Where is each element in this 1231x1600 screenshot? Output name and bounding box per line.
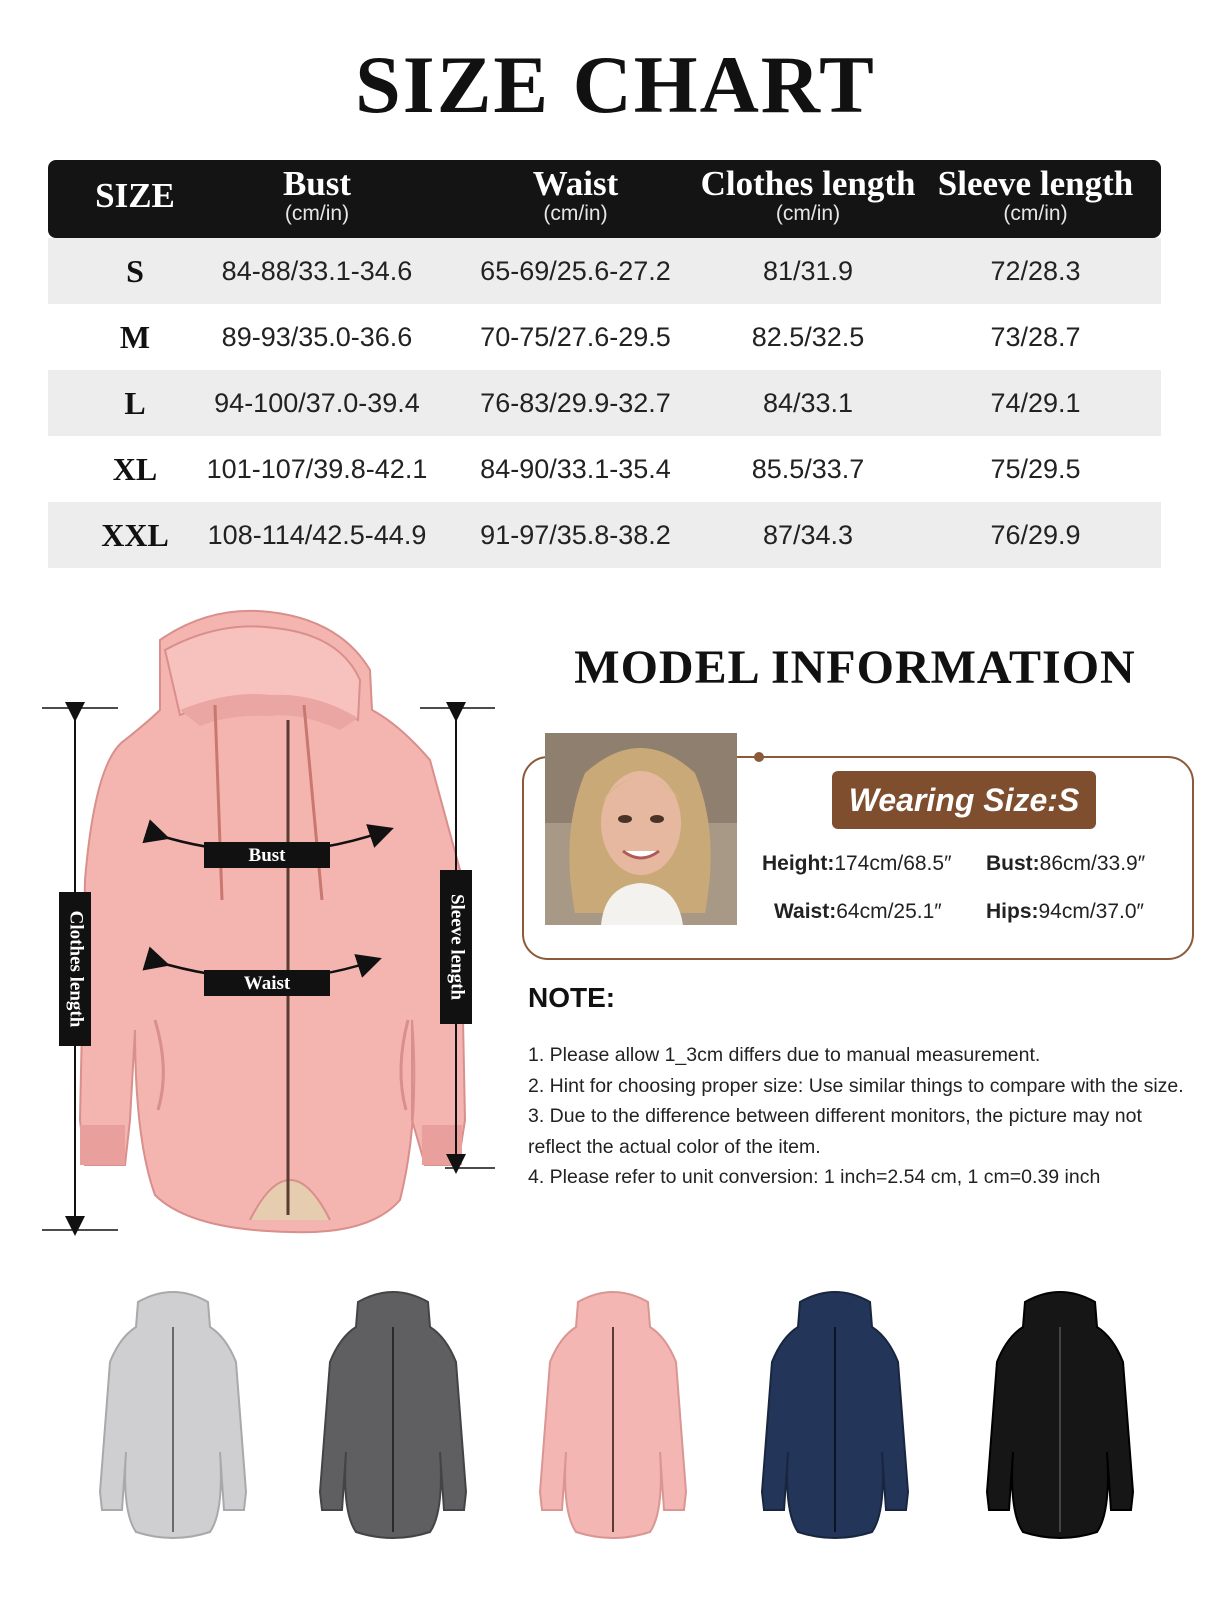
header-waist: Waist (cm/in) xyxy=(532,164,619,225)
page-title: SIZE CHART xyxy=(355,39,876,130)
header-size: SIZE xyxy=(95,176,175,215)
clothes-length-cell: 87/34.3 xyxy=(762,520,854,550)
waist-cell: 70-75/27.6-29.5 xyxy=(480,322,671,352)
waist-cell: 91-97/35.8-38.2 xyxy=(480,520,671,550)
size-cell: S xyxy=(126,253,144,289)
bust-label: Bust xyxy=(248,845,286,866)
measurement-diagram xyxy=(40,600,500,1240)
table-header xyxy=(48,160,1161,238)
table-row xyxy=(48,502,1161,568)
table-row xyxy=(48,238,1161,304)
wearing-size-badge: Wearing Size:S xyxy=(832,771,1096,829)
sleeve-length-cell: 74/29.1 xyxy=(990,388,1081,418)
waist-label: Waist xyxy=(243,973,291,994)
clothes-length-cell: 81/31.9 xyxy=(762,256,854,286)
note-item: 2. Hint for choosing proper size: Use similar things to compare with the size. xyxy=(528,1074,1184,1097)
model-waist: Waist:64cm/25.1″ xyxy=(774,900,942,923)
clothes-length-label: Clothes length xyxy=(65,910,87,1028)
size-cell: XL xyxy=(112,451,158,487)
model-information-title: MODEL INFORMATION xyxy=(574,641,1136,694)
table-row xyxy=(48,304,1161,370)
bust-cell: 84-88/33.1-34.6 xyxy=(221,256,413,286)
clothes-length-cell: 84/33.1 xyxy=(762,388,854,418)
header-sleeve-length: Sleeve length (cm/in) xyxy=(937,164,1134,225)
sleeve-length-cell: 76/29.9 xyxy=(990,520,1081,550)
table-row xyxy=(48,370,1161,436)
waist-cell: 84-90/33.1-35.4 xyxy=(480,454,671,484)
note-item: 1. Please allow 1_3cm differs due to manual measurement. xyxy=(528,1044,1041,1066)
sleeve-length-cell: 73/28.7 xyxy=(990,322,1081,352)
note-item: 3. Due to the difference between different monitors, the picture may not reflect the actual color of the item. xyxy=(528,1105,1142,1158)
dot-icon xyxy=(752,750,766,764)
model-hips: Hips:94cm/37.0″ xyxy=(986,900,1144,923)
note-list xyxy=(528,1040,1193,1193)
waist-cell: 76-83/29.9-32.7 xyxy=(480,388,671,418)
gray-hoodie-thumb xyxy=(100,1292,246,1538)
clothes-length-cell: 82.5/32.5 xyxy=(751,322,865,352)
header-bust: Bust (cm/in) xyxy=(282,164,352,225)
navy-hoodie-thumb xyxy=(762,1292,908,1538)
bust-cell: 108-114/42.5-44.9 xyxy=(207,520,427,550)
clothes-length-cell: 85.5/33.7 xyxy=(751,454,865,484)
bust-cell: 101-107/39.8-42.1 xyxy=(206,454,428,484)
model-height: Height:174cm/68.5″ xyxy=(762,852,952,875)
size-cell: L xyxy=(124,385,146,421)
dark-gray-hoodie-thumb xyxy=(320,1292,466,1538)
bust-cell: 94-100/37.0-39.4 xyxy=(214,388,420,418)
pink-hoodie-thumb xyxy=(540,1292,686,1538)
model-photo xyxy=(545,733,737,925)
size-cell: M xyxy=(119,319,151,355)
sleeve-length-cell: 75/29.5 xyxy=(990,454,1081,484)
color-variants xyxy=(0,1270,1231,1570)
black-hoodie-thumb xyxy=(987,1292,1133,1538)
note-title: NOTE: xyxy=(528,982,616,1013)
sleeve-length-label: Sleeve length xyxy=(446,893,468,1001)
size-table xyxy=(48,160,1161,568)
table-row xyxy=(48,436,1161,502)
waist-cell: 65-69/25.6-27.2 xyxy=(480,256,671,286)
model-bust: Bust:86cm/33.9″ xyxy=(986,852,1146,875)
sleeve-length-cell: 72/28.3 xyxy=(990,256,1081,286)
pink-hoodie-image xyxy=(80,611,465,1232)
note-item: 4. Please refer to unit conversion: 1 inch=2.54 cm, 1 cm=0.39 inch xyxy=(528,1166,1101,1188)
bust-cell: 89-93/35.0-36.6 xyxy=(221,322,413,352)
size-cell: XXL xyxy=(101,517,169,553)
header-clothes-length: Clothes length (cm/in) xyxy=(700,164,916,225)
